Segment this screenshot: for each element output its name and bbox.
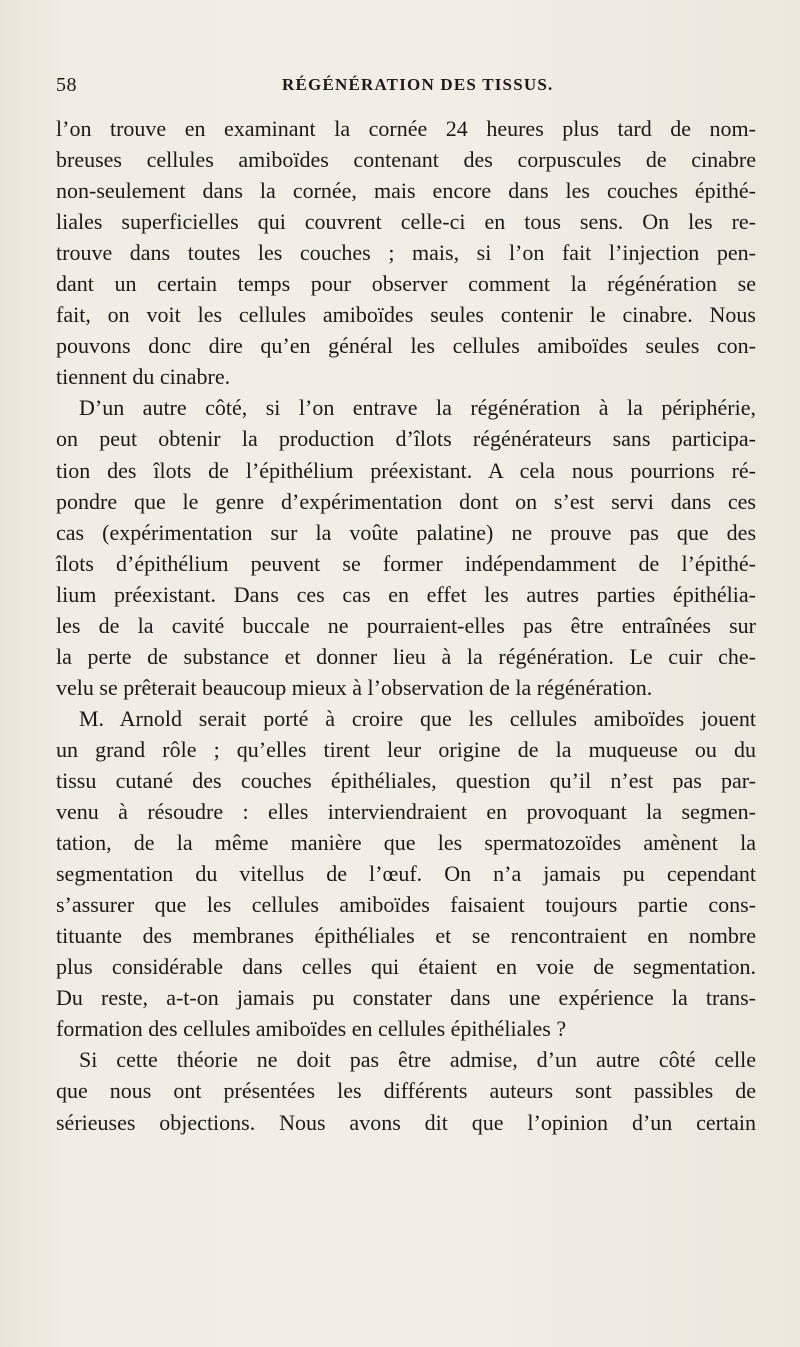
text-line: venu à résoudre : elles interviendraient en provoquant la segmen-: [56, 799, 756, 825]
text-line: trouve dans toutes les couches ; mais, si l’on fait l’injection pen-: [56, 240, 756, 266]
text-line: lium préexistant. Dans ces cas en effet les autres parties épithélia-: [56, 581, 756, 607]
text-line: que nous ont présentées les différents auteurs sont passibles de: [56, 1078, 756, 1104]
text-line: on peut obtenir la production d’îlots régénérateurs sans participa-: [56, 426, 756, 452]
text-line: Si cette théorie ne doit pas être admise, d’un autre côté celle: [79, 1047, 756, 1073]
running-title: RÉGÉNÉRATION DES TISSUS.: [282, 75, 554, 94]
text-line: M. Arnold serait porté à croire que les cellules amiboïdes jouent: [79, 705, 756, 731]
text-line: îlots d’épithélium peuvent se former indépendamment de l’épithé-: [56, 550, 756, 576]
text-line: D’un autre côté, si l’on entrave la régénération à la périphérie,: [79, 395, 756, 421]
text-line: non-seulement dans la cornée, mais encore dans les couches épithé-: [56, 178, 756, 204]
text-line: velu se prêterait beaucoup mieux à l’observation de la régénération.: [56, 674, 653, 700]
page-header: [56, 74, 656, 104]
text-line: tation, de la même manière que les spermatozoïdes amènent la: [56, 830, 756, 856]
text-line: s’assurer que les cellules amiboïdes faisaient toujours partie cons-: [56, 892, 756, 918]
text-line: l’on trouve en examinant la cornée 24 heures plus tard de nom-: [56, 116, 756, 141]
page-number: 58: [56, 74, 77, 96]
text-line: les de la cavité buccale ne pourraient-elles pas être entraînées sur: [56, 612, 756, 638]
text-line: tissu cutané des couches épithéliales, question qu’il n’est pas par-: [56, 767, 756, 793]
text-line: plus considérable dans celles qui étaient en voie de segmentation.: [56, 954, 756, 980]
text-line: sérieuses objections. Nous avons dit que l’opinion d’un certain: [56, 1109, 756, 1135]
text-line: dant un certain temps pour observer comment la régénération se: [56, 271, 756, 297]
text-line: segmentation du vitellus de l’œuf. On n’a jamais pu cependant: [56, 861, 756, 887]
text-line: pouvons donc dire qu’en général les cellules amiboïdes seules con-: [56, 333, 756, 359]
text-line: la perte de substance et donner lieu à la régénération. Le cuir che-: [56, 643, 756, 669]
text-line: formation des cellules amiboïdes en cellules épithéliales ?: [56, 1016, 567, 1042]
text-line: tion des îlots de l’épithélium préexistant. A cela nous pourrions ré-: [56, 457, 756, 483]
text-line: pondre que le genre d’expérimentation dont on s’est servi dans ces: [56, 488, 756, 514]
text-line: fait, on voit les cellules amiboïdes seules contenir le cinabre. Nous: [56, 302, 756, 328]
text-line: breuses cellules amiboïdes contenant des corpuscules de cinabre: [56, 147, 756, 173]
text-line: tiennent du cinabre.: [56, 364, 231, 390]
text-line: un grand rôle ; qu’elles tirent leur origine de la muqueuse ou du: [56, 736, 756, 762]
text-line: tituante des membranes épithéliales et se rencontraient en nombre: [56, 923, 756, 949]
text-line: Du reste, a-t-on jamais pu constater dans une expérience la trans-: [56, 985, 756, 1011]
text-line: cas (expérimentation sur la voûte palatine) ne prouve pas que des: [56, 519, 756, 545]
body-text: [56, 113, 756, 1138]
text-line: liales superficielles qui couvrent celle-ci en tous sens. On les re-: [56, 209, 756, 235]
